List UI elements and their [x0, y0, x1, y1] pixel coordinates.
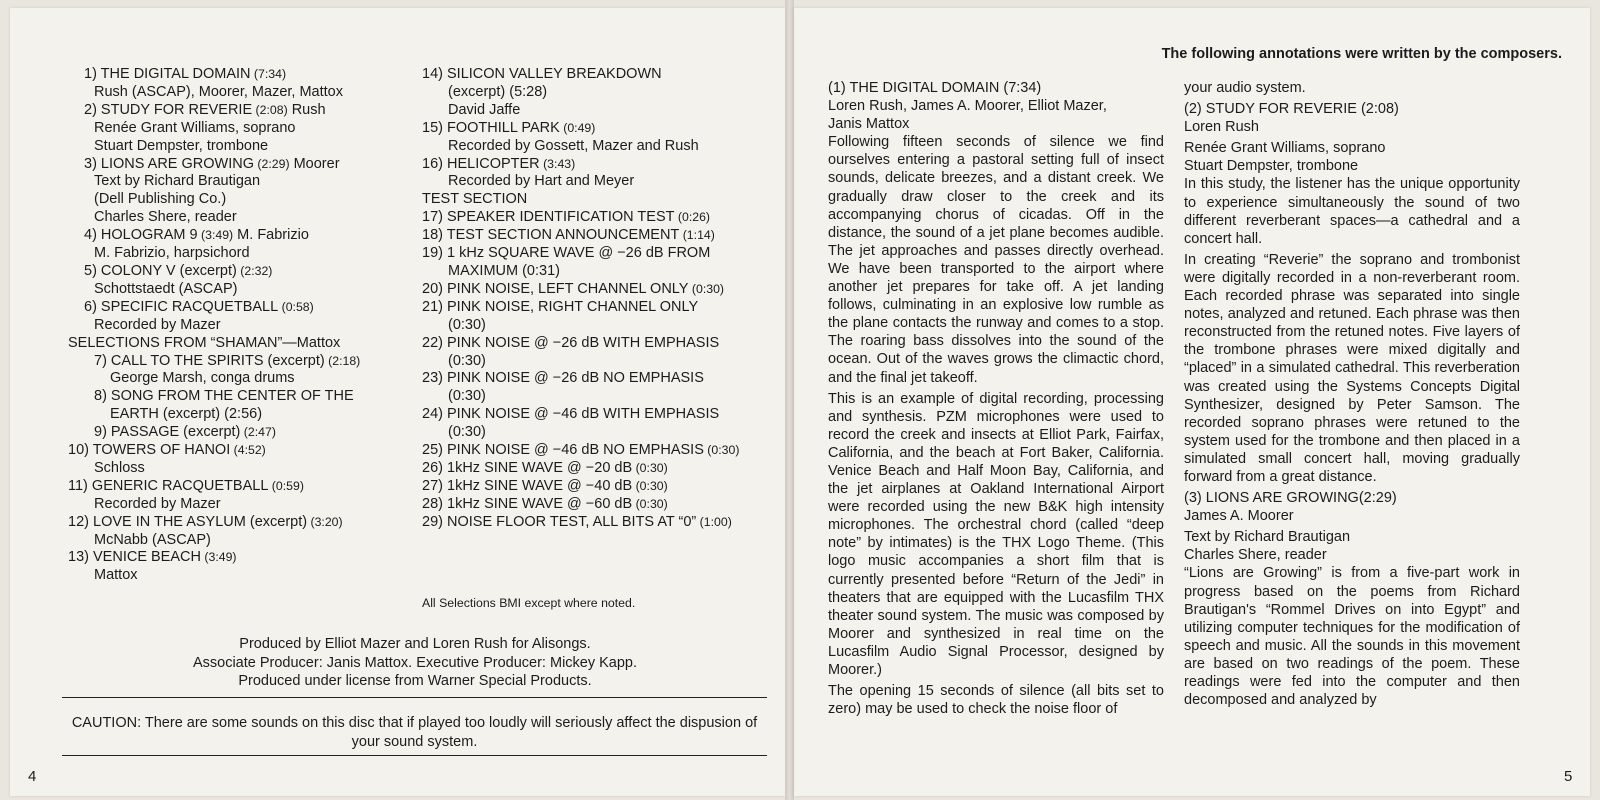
track-title: 1 kHz SQUARE WAVE @ −26 dB FROM	[447, 245, 711, 262]
production-credits	[60, 635, 770, 691]
track-number: 13)	[68, 549, 93, 566]
track-number: 29)	[422, 513, 447, 530]
annotation-paragraph: This is an example of digital recording, processing and synthesis. PZM microphones were used to record the creek and insects at Elliot Park, Fairfax, California, and the beach at Fort Baker, California. Venice Beach and Half Moon Bay, California, and the jet airplanes at Oakland International Airport were recorded using the new B&K high intensity microphones. The orchestral chord (called “deep note” by intimates) is the THX Logo Theme. (This logo music accompanies a short film that is currently presented before “Return of the Jedi” in theaters that are equipped with the Lucasfilm THX theater sound system. The music was composed by Moorer and synthesized in real time on the Lucasfilm Audio Signal Processor, designed by Moorer.)	[828, 390, 1164, 678]
track-duration: (0:30)	[632, 478, 668, 493]
left-page	[10, 8, 785, 796]
track-credit: David Jaffe	[448, 101, 521, 118]
track-title: THE DIGITAL DOMAIN	[100, 66, 251, 82]
annotation-line: (1) THE DIGITAL DOMAIN (7:34)	[828, 80, 1042, 96]
track-entry	[422, 209, 777, 227]
annotation-paragraph: Following fifteen seconds of silence we find ourselves entering a pastoral setting full of insect sounds, delicate breezes, and a distant creek. We gradually draw closer to the creek and its accompanying chorus of cicadas. Off in the distance, the sound of a jet plane becomes audible. The jet approaches and passes directly overhead. We have been transported to the airport where another jet prepares for take off. A jet landing follows, culminating in an explosive low rumble as the plane contacts the runway and comes to a stop. The roaring bass dissolves into the sound of the ocean. Out of the waves grows the climactic chord, and the final jet takeoff.	[828, 134, 1164, 386]
caution-notice: CAUTION: There are some sounds on this disc that if played too loudly will seriously affect the dispusion of your sound system.	[71, 715, 758, 750]
track-title: 1kHz SINE WAVE @ −60 dB	[447, 495, 633, 512]
credit-line: Associate Producer: Janis Mattox. Executive Producer: Mickey Kapp.	[192, 654, 638, 671]
track-credit: (excerpt) (5:28)	[448, 83, 548, 100]
track-title: COLONY V (excerpt)	[100, 262, 237, 279]
track-duration: (1:14)	[679, 228, 715, 243]
track-entry	[422, 191, 777, 209]
annotation-line: Charles Shere, reader	[1184, 547, 1327, 564]
track-number: 16)	[422, 155, 447, 172]
track-credit: (0:30)	[448, 424, 486, 441]
track-title: 1kHz SINE WAVE @ −40 dB	[447, 477, 633, 494]
track-number: 8)	[94, 388, 111, 405]
annotation-line: Janis Mattox	[828, 116, 910, 133]
track-number: 20)	[422, 280, 447, 297]
track-number: 7)	[94, 352, 111, 369]
track-number: 9)	[94, 424, 111, 441]
track-entry	[68, 156, 408, 174]
track-duration: (0:30)	[632, 496, 668, 511]
track-number: 4)	[84, 227, 101, 244]
credit-line: Produced under license from Warner Special Products.	[238, 673, 592, 689]
track-entry	[68, 478, 408, 496]
annotation-paragraph: Loren Rush	[1184, 119, 1259, 136]
page-number: 5	[1564, 768, 1573, 785]
annotation-line: (3) LIONS ARE GROWING(2:29)	[1184, 490, 1397, 507]
track-number: 21)	[422, 298, 447, 315]
track-number: 14)	[422, 66, 447, 82]
track-duration: (0:26)	[674, 210, 711, 225]
track-title: PINK NOISE, LEFT CHANNEL ONLY	[447, 280, 689, 297]
track-entry	[422, 496, 777, 514]
annotation-paragraph: “Lions are Growing” is from a five-part work in progress based on the poems from Richard Brautigan's “Rommel Drives on into Egypt” and utilizing computer techniques for the modification of speech and music. All the sounds in this movement are based on two readings of the poem. These readings were fed into the computer and then decomposed and analyzed by	[1184, 565, 1520, 709]
track-number: 6)	[84, 298, 101, 315]
track-credit: Schloss	[94, 459, 145, 476]
track-entry	[422, 66, 777, 84]
track-duration: (3:49)	[200, 550, 237, 565]
track-number: 18)	[422, 227, 447, 244]
track-entry	[68, 549, 408, 567]
track-credit: Recorded by Mazer	[94, 316, 221, 333]
track-credit: (0:30)	[448, 316, 486, 333]
track-credit: Rush (ASCAP), Moorer, Mazer, Mattox	[94, 83, 343, 100]
track-number: 1)	[84, 66, 101, 82]
track-duration: (3:20)	[307, 514, 343, 529]
track-entry	[68, 66, 408, 84]
track-duration: (0:59)	[268, 478, 304, 493]
track-number: 12)	[68, 513, 93, 530]
track-entry	[68, 299, 408, 317]
track-entry	[422, 227, 777, 245]
track-title: 1kHz SINE WAVE @ −20 dB	[447, 459, 633, 476]
track-credit: Recorded by Gossett, Mazer and Rush	[448, 137, 699, 154]
track-entry	[422, 406, 777, 424]
track-number: 19)	[422, 245, 447, 262]
track-title: HELICOPTER	[447, 155, 540, 172]
right-page	[794, 8, 1590, 796]
track-title: SPECIFIC RACQUETBALL	[100, 298, 279, 315]
track-number: 23)	[422, 370, 447, 387]
track-credit: Recorded by Hart and Meyer	[448, 173, 635, 190]
track-number: 24)	[422, 406, 447, 423]
track-entry	[422, 299, 777, 317]
track-entry	[68, 388, 408, 406]
track-credit: Schottstaedt (ASCAP)	[94, 280, 238, 297]
track-duration: (4:52)	[230, 443, 266, 458]
track-number: 17)	[422, 209, 447, 226]
track-duration: (0:30)	[632, 460, 668, 475]
track-number: 11)	[68, 477, 92, 494]
track-duration: (1:00)	[696, 514, 732, 529]
track-credit: Renée Grant Williams, soprano	[94, 119, 296, 136]
track-credit: Mattox	[94, 567, 138, 584]
track-title: FOOTHILL PARK	[447, 119, 560, 136]
track-composer: M. Fabrizio	[233, 227, 309, 244]
track-entry	[68, 335, 408, 353]
track-entry	[68, 442, 408, 460]
track-duration: (0:30)	[703, 443, 740, 458]
track-title: GENERIC RACQUETBALL	[91, 477, 269, 494]
track-number: 10)	[68, 442, 93, 459]
track-credit: George Marsh, conga drums	[110, 370, 295, 387]
track-duration: (2:08)	[252, 102, 288, 117]
track-entry	[422, 370, 777, 388]
annotation-line: Text by Richard Brautigan	[1184, 529, 1351, 546]
track-number: 28)	[422, 495, 447, 512]
track-entry	[422, 335, 777, 353]
annotation-paragraph: James A. Moorer	[1184, 508, 1294, 525]
track-duration: (7:34)	[250, 67, 287, 81]
track-title: SPEAKER IDENTIFICATION TEST	[447, 209, 675, 226]
track-entry	[68, 263, 408, 281]
track-duration: (3:43)	[539, 156, 576, 171]
divider-top	[62, 697, 767, 698]
track-number: 26)	[422, 459, 447, 476]
track-credit: McNabb (ASCAP)	[94, 531, 211, 548]
track-entry	[422, 245, 777, 263]
track-list-left	[68, 66, 408, 585]
track-duration: (2:29)	[254, 156, 290, 171]
annotation-line: Stuart Dempster, trombone	[1184, 158, 1359, 175]
track-number: 27)	[422, 477, 447, 494]
track-number: 3)	[84, 155, 101, 172]
divider-bottom	[62, 755, 767, 756]
track-title: SELECTIONS FROM “SHAMAN”—Mattox	[68, 334, 341, 351]
track-duration: (0:30)	[688, 281, 725, 296]
track-entry	[422, 156, 777, 174]
annotation-paragraph: your audio system.	[1184, 80, 1306, 96]
track-credit: M. Fabrizio, harpsichord	[94, 245, 250, 262]
track-entry	[422, 281, 777, 299]
track-title: TOWERS OF HANOI	[92, 442, 231, 459]
track-entry	[68, 102, 408, 120]
page-number: 4	[28, 768, 37, 785]
annotation-line: (2) STUDY FOR REVERIE (2:08)	[1184, 101, 1399, 118]
book-gutter	[785, 0, 794, 800]
track-title: TEST SECTION	[422, 191, 528, 208]
annotations-heading: The following annotations were written by the composers.	[1161, 46, 1562, 62]
track-composer: Moorer	[289, 155, 340, 172]
track-entry	[422, 514, 777, 532]
track-title: PINK NOISE @ −26 dB NO EMPHASIS	[447, 370, 704, 387]
track-duration: (3:49)	[197, 228, 234, 243]
track-credit: (0:30)	[448, 388, 486, 405]
track-duration: (2:32)	[236, 263, 273, 278]
track-number: 22)	[422, 334, 447, 351]
track-title: PASSAGE (excerpt)	[110, 424, 241, 441]
annotation-line: Renée Grant Williams, soprano	[1184, 140, 1386, 157]
annotation-paragraph: In creating “Reverie” the soprano and trombonist were digitally recorded in a non-reverberant room. Each recorded phrase was separated into single notes, analyzed and retuned. Each phrase was then reconstructed from the retuned notes. Five layers of the trombone phrases were mixed digitally and “placed” in a simulated cathedral. This reverberation was created using the Systems Concepts Digital Synthesizer, designed by Peter Samson. The recorded soprano phrases were retuned to the system used for the trombone and then placed in a simulated small concert hall, moving gradually forward from a great distance.	[1184, 251, 1520, 485]
annotation-paragraph: The opening 15 seconds of silence (all bits set to zero) may be used to check the noise floor of	[828, 683, 1164, 718]
track-title: PINK NOISE @ −26 dB WITH EMPHASIS	[447, 334, 720, 351]
track-title: SILICON VALLEY BREAKDOWN	[447, 66, 662, 82]
track-entry	[422, 442, 777, 460]
track-title: SONG FROM THE CENTER OF THE	[110, 388, 354, 405]
track-entry	[68, 514, 408, 532]
track-duration: (2:18)	[324, 353, 361, 368]
track-title: TEST SECTION ANNOUNCEMENT	[446, 227, 680, 244]
track-entry	[68, 353, 408, 371]
selections-note: All Selections BMI except where noted.	[422, 596, 636, 610]
track-title: CALL TO THE SPIRITS (excerpt)	[110, 352, 325, 369]
track-title: PINK NOISE, RIGHT CHANNEL ONLY	[447, 298, 699, 315]
track-credit: Text by Richard Brautigan	[94, 173, 261, 190]
track-title: VENICE BEACH	[93, 549, 201, 566]
track-composer: Rush	[287, 101, 326, 118]
track-entry	[422, 478, 777, 496]
track-entry	[422, 460, 777, 478]
track-duration: (2:47)	[240, 425, 276, 440]
track-credit: (Dell Publishing Co.)	[94, 191, 227, 208]
track-title: PINK NOISE @ −46 dB WITH EMPHASIS	[447, 406, 720, 423]
track-credit: (0:30)	[448, 352, 486, 369]
track-title: LIONS ARE GROWING	[100, 155, 255, 172]
annotation-column-1	[828, 79, 1164, 721]
track-entry	[422, 120, 777, 138]
track-credit: Charles Shere, reader	[94, 209, 237, 226]
annotation-column-2	[1184, 79, 1520, 712]
track-credit: Stuart Dempster, trombone	[94, 137, 269, 154]
track-title: HOLOGRAM 9	[100, 227, 198, 244]
track-number: 2)	[84, 101, 101, 118]
track-number: 5)	[84, 262, 101, 279]
track-title: PINK NOISE @ −46 dB NO EMPHASIS	[447, 442, 704, 459]
track-title: LOVE IN THE ASYLUM (excerpt)	[93, 513, 308, 530]
track-number: 25)	[422, 442, 447, 459]
annotation-line: Loren Rush, James A. Moorer, Elliot Mazer,	[828, 98, 1107, 115]
track-credit: Recorded by Mazer	[94, 495, 221, 512]
track-number: 15)	[422, 119, 447, 136]
track-entry	[68, 424, 408, 442]
annotation-paragraph: In this study, the listener has the unique opportunity to experience simultaneously the sound of two different reverberant spaces—a cathedral and a concert hall.	[1184, 176, 1520, 247]
track-credit: EARTH (excerpt) (2:56)	[110, 406, 263, 423]
track-entry	[68, 227, 408, 245]
track-list-right	[422, 66, 777, 532]
credit-line: Produced by Elliot Mazer and Loren Rush for Alisongs.	[239, 636, 591, 652]
track-duration: (0:49)	[559, 120, 596, 135]
track-title: STUDY FOR REVERIE	[100, 101, 253, 118]
track-duration: (0:58)	[278, 299, 314, 314]
track-credit: MAXIMUM (0:31)	[448, 262, 560, 279]
track-title: NOISE FLOOR TEST, ALL BITS AT “0”	[447, 513, 697, 530]
